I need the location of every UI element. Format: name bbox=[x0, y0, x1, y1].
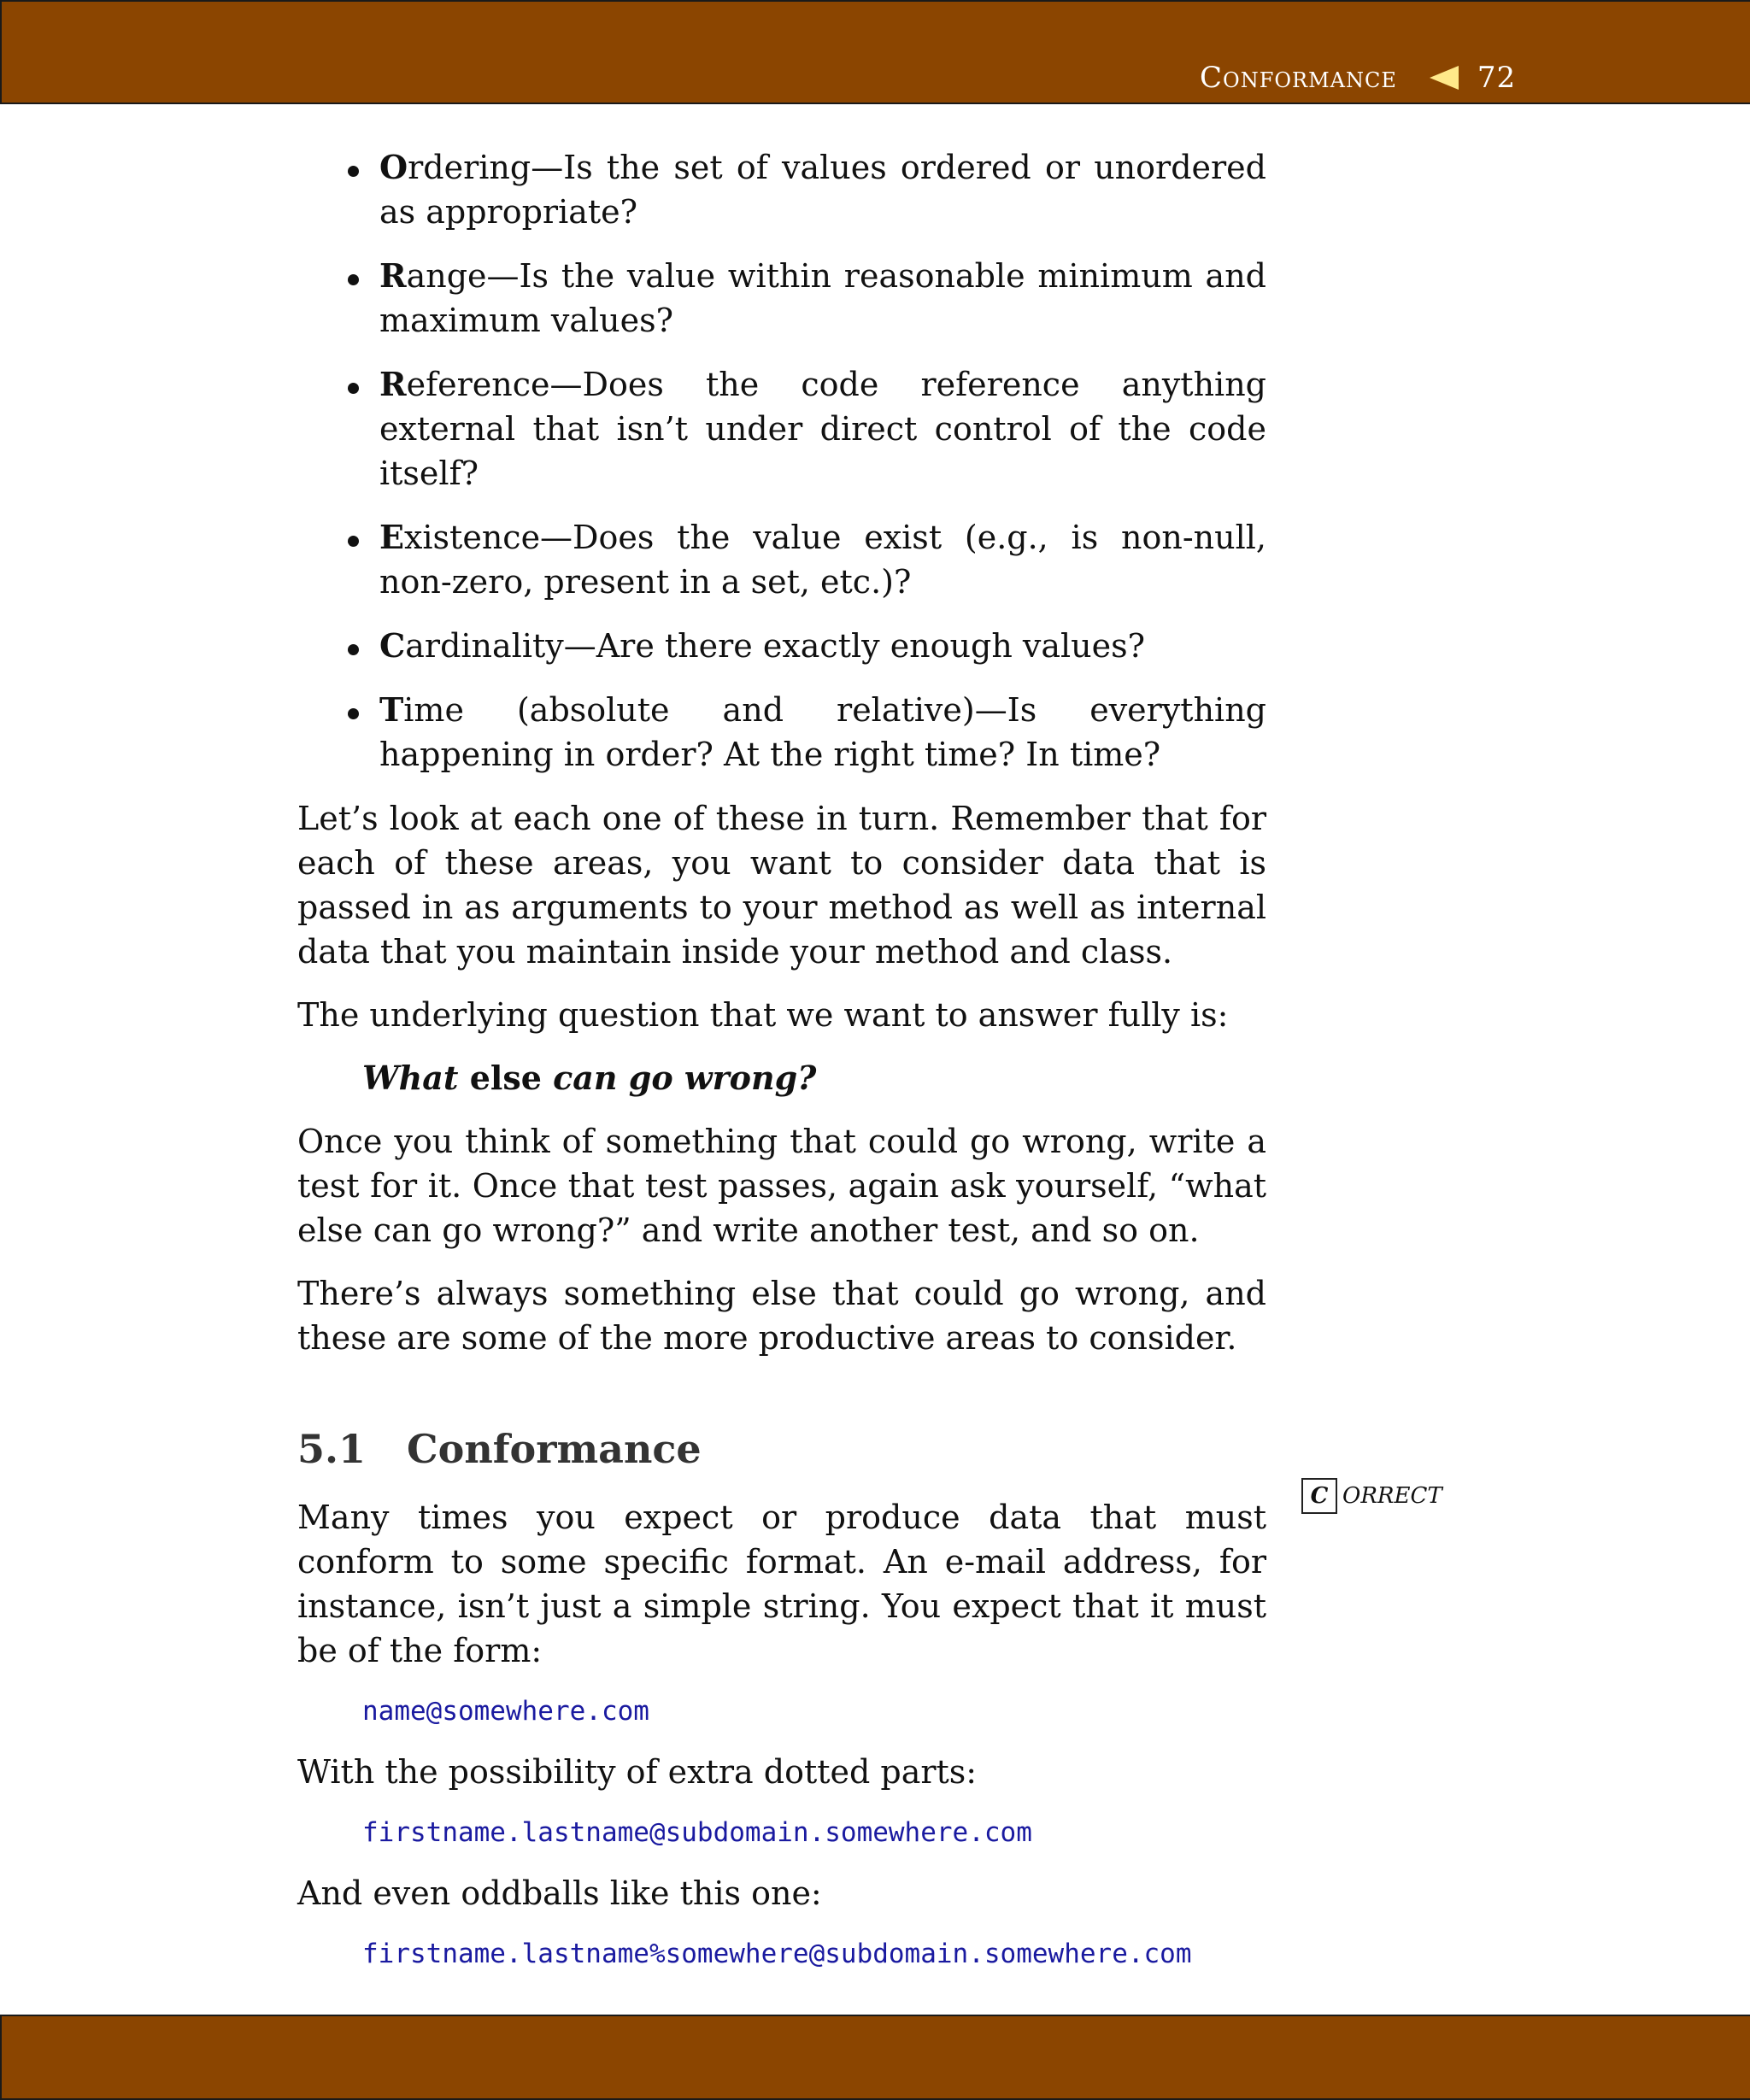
body-paragraph: And even oddballs like this one: bbox=[297, 1874, 822, 1912]
body-paragraph: With the possibility of extra dotted parts: bbox=[297, 1753, 978, 1791]
key-question: What else can go wrong? bbox=[362, 1059, 817, 1097]
list-item: Range—Is the value within reasonable minimum and maximum values? bbox=[297, 254, 1266, 343]
list-item: Existence—Does the value exist (e.g., is non-null, non-zero, present in a set, etc.)? bbox=[297, 515, 1266, 604]
code-sample: name@somewhere.com bbox=[362, 1696, 649, 1727]
list-item: Ordering—Is the set of values ordered or unordered as appropriate? bbox=[297, 145, 1266, 234]
list-item: Cardinality—Are there exactly enough values? bbox=[297, 624, 1266, 668]
footer-band bbox=[0, 2015, 1750, 2100]
list-item: Reference—Does the code reference anything external that isn’t under direct control of the code itself? bbox=[297, 362, 1266, 496]
list-item: Time (absolute and relative)—Is everything happening in order? At the right time? In time? bbox=[297, 688, 1266, 777]
running-header-section: Conformance bbox=[1200, 61, 1397, 95]
code-sample: firstname.lastname@subdomain.somewhere.com bbox=[362, 1817, 1032, 1848]
right-bicep-list bbox=[297, 145, 1266, 777]
page-number: 72 bbox=[1477, 61, 1517, 95]
body-paragraph: Let’s look at each one of these in turn. Remember that for each of these areas, you want to consider data that is passed in as arguments to your method as well as internal data that you maintain inside your method and class. bbox=[297, 800, 1266, 971]
boxed-letter: C bbox=[1301, 1478, 1337, 1514]
body-paragraph: Many times you expect or produce data that must conform to some specific format. An e-mail address, for instance, isn’t just a simple string. You expect that it must be of the form: bbox=[297, 1499, 1266, 1669]
section-title: Conformance bbox=[407, 1426, 702, 1472]
code-sample: firstname.lastname%somewhere@subdomain.somewhere.com bbox=[362, 1939, 1192, 1969]
section-heading bbox=[297, 1423, 1266, 1475]
body-paragraph: The underlying question that we want to answer fully is: bbox=[297, 996, 1229, 1034]
section-number: 5.1 bbox=[297, 1426, 367, 1472]
margin-note bbox=[1301, 1478, 1442, 1514]
previous-page-arrow-icon[interactable] bbox=[1430, 66, 1459, 90]
body-paragraph: Once you think of something that could go wrong, write a test for it. Once that test passes, again ask yourself, “what else can go wrong?” and write another test, and so on. bbox=[297, 1123, 1266, 1249]
body-paragraph: There’s always something else that could go wrong, and these are some of the more productive areas to consider. bbox=[297, 1275, 1266, 1357]
page-content bbox=[297, 145, 1266, 1992]
margin-note-text: ORRECT bbox=[1342, 1483, 1442, 1509]
running-header bbox=[1200, 56, 1516, 99]
